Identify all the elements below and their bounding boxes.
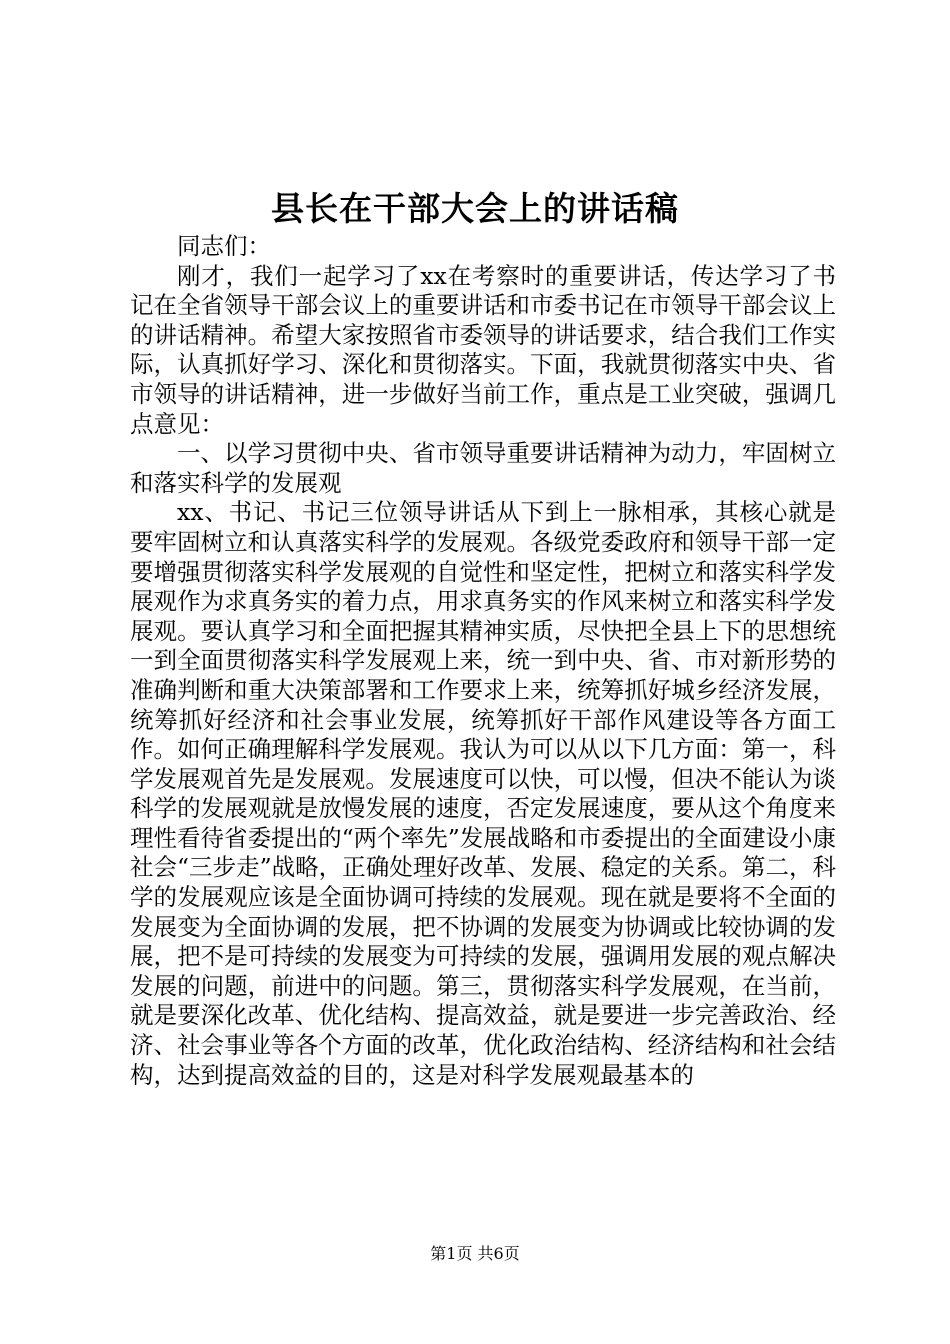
document-title: 县长在干部大会上的讲话稿 (271, 189, 679, 228)
intro-paragraph: 刚才，我们一起学习了xx在考察时的重要讲话，传达学习了书记在全省领导干部会议上的重要讲话和市委书记在市领导干部会议上的讲话精神。希望大家按照省市委领导的讲话要求，结合我们工作实际，认真抓好学习、深化和贯彻落实。下面，我就贯彻落实中央、省市领导的讲话精神，进一步做好当前工作，重点是工业突破，强调几点意见： (130, 261, 836, 438)
body-paragraph: xx、书记、书记三位领导讲话从下到上一脉相承，其核心就是要牢固树立和认真落实科学的发展观。各级党委政府和领导干部一定要增强贯彻落实科学发展观的自觉性和坚定性，把树立和落实科学发展观作为求真务实的着力点，用求真务实的作风来树立和落实科学发展观。要认真学习和全面把握其精神实质，尽快把全县上下的思想统一到全面贯彻落实科学发展观上来，统一到中央、省、市对新形势的准确判断和重大决策部署和工作要求上来，统筹抓好城乡经济发展，统筹抓好经济和社会事业发展，统筹抓好干部作风建设等各方面工作。如何正确理解科学发展观。我认为可以从以下几方面：第一，科学发展观首先是发展观。发展速度可以快，可以慢，但决不能认为谈科学的发展观就是放慢发展的速度，否定发展速度，要从这个角度来理性看待省委提出的“两个率先”发展战略和市委提出的全面建设小康社会“三步走”战略，正确处理好改革、发展、稳定的关系。第二，科学的发展观应该是全面协调可持续的发展观。现在就是要将不全面的发展变为全面协调的发展，把不协调的发展变为协调或比较协调的发展，把不是可持续的发展变为可持续的发展，强调用发展的观点解决发展的问题，前进中的问题。第三，贯彻落实科学发展观，在当前，就是要深化改革、优化结构、提高效益，就是要进一步完善政治、经济、社会事业等各个方面的改革，优化政治结构、经济结构和社会结构，达到提高效益的目的，这是对科学发展观最基本的 (130, 498, 836, 1089)
document-body (130, 232, 836, 1090)
section-heading: 一、以学习贯彻中央、省市领导重要讲话精神为动力，牢固树立和落实科学的发展观 (130, 439, 836, 497)
salutation-paragraph: 同志们： (177, 232, 271, 260)
page-footer: 第1页 共6页 (430, 1244, 520, 1263)
